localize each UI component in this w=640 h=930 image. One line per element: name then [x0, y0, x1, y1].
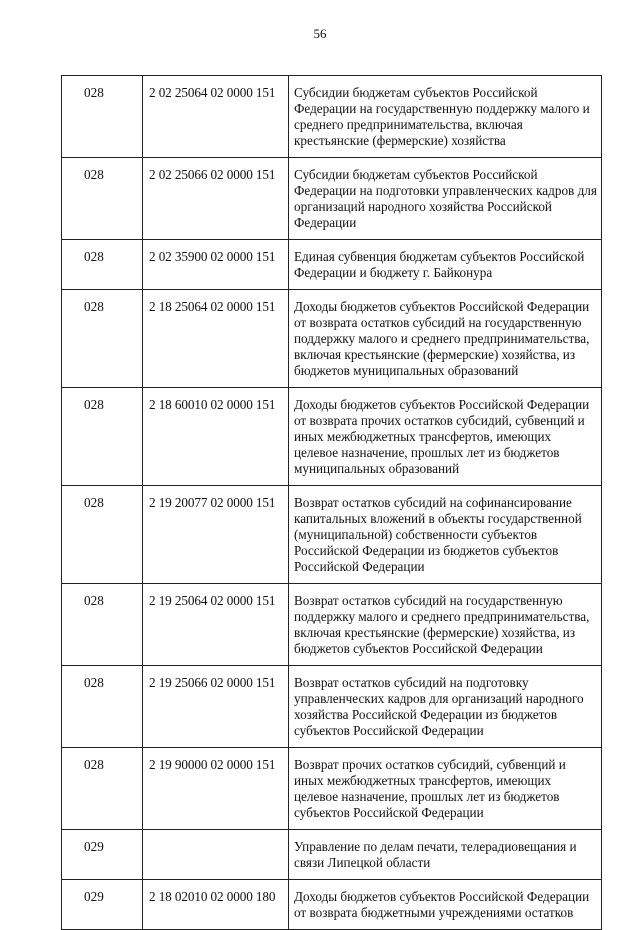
table-row: [62, 666, 602, 748]
revenue-code-cell: 2 19 25066 02 0000 151: [143, 666, 289, 748]
revenue-code-cell: 2 02 25066 02 0000 151: [143, 158, 289, 240]
revenue-code-cell: [143, 830, 289, 880]
revenue-name-cell: Доходы бюджетов субъектов Российской Федерации от возврата остатков субсидий на государственную поддержку малого и среднего предпринимательства, включая крестьянские (фермерские) хозяйства, из бюджетов муниципальных образований: [289, 290, 602, 388]
table-row: [62, 158, 602, 240]
revenue-code-cell: 2 19 25064 02 0000 151: [143, 584, 289, 666]
admin-code-cell: 029: [62, 830, 143, 880]
revenue-code-cell: 2 02 35900 02 0000 151: [143, 240, 289, 290]
revenue-name-cell: Доходы бюджетов субъектов Российской Федерации от возврата бюджетными учреждениями остатков: [289, 880, 602, 930]
admin-code-cell: 028: [62, 290, 143, 388]
revenue-name-cell: Возврат прочих остатков субсидий, субвенций и иных межбюджетных трансфертов, имеющих целевое назначение, прошлых лет из бюджетов субъектов Российской Федерации: [289, 748, 602, 830]
admin-code-cell: 028: [62, 76, 143, 158]
revenue-name-cell: Доходы бюджетов субъектов Российской Федерации от возврата прочих остатков субсидий, субвенций и иных межбюджетных трансфертов, имеющих целевое назначение, прошлых лет из бюджетов муниципальных образований: [289, 388, 602, 486]
admin-code-cell: 028: [62, 748, 143, 830]
revenue-name-cell: Субсидии бюджетам субъектов Российской Федерации на подготовки управленческих кадров для организаций народного хозяйства Российской Федерации: [289, 158, 602, 240]
table-row: [62, 388, 602, 486]
admin-code-cell: 028: [62, 240, 143, 290]
admin-code-cell: 029: [62, 880, 143, 930]
revenue-code-cell: 2 19 20077 02 0000 151: [143, 486, 289, 584]
table-row: [62, 290, 602, 388]
revenue-code-cell: 2 18 60010 02 0000 151: [143, 388, 289, 486]
table-row: [62, 76, 602, 158]
revenue-name-cell: Управление по делам печати, телерадиовещания и связи Липецкой области: [289, 830, 602, 880]
revenue-name-cell: Возврат остатков субсидий на государственную поддержку малого и среднего предпринимательства, включая крестьянские (фермерские) хозяйства, из бюджетов субъектов Российской Федерации: [289, 584, 602, 666]
table-row: [62, 748, 602, 830]
table-row: [62, 486, 602, 584]
revenue-code-cell: 2 02 25064 02 0000 151: [143, 76, 289, 158]
revenue-name-cell: Возврат остатков субсидий на подготовку управленческих кадров для организаций народного хозяйства Российской Федерации из бюджетов субъектов Российской Федерации: [289, 666, 602, 748]
revenue-code-cell: 2 18 25064 02 0000 151: [143, 290, 289, 388]
revenue-code-cell: 2 19 90000 02 0000 151: [143, 748, 289, 830]
table-row: [62, 830, 602, 880]
admin-code-cell: 028: [62, 158, 143, 240]
admin-code-cell: 028: [62, 584, 143, 666]
revenue-name-cell: Единая субвенция бюджетам субъектов Российской Федерации и бюджету г. Байконура: [289, 240, 602, 290]
admin-code-cell: 028: [62, 388, 143, 486]
page-number: 56: [313, 26, 327, 41]
table-row: [62, 584, 602, 666]
admin-code-cell: 028: [62, 486, 143, 584]
revenue-code-cell: 2 18 02010 02 0000 180: [143, 880, 289, 930]
table-row: [62, 240, 602, 290]
revenue-name-cell: Возврат остатков субсидий на софинансирование капитальных вложений в объекты государственной (муниципальной) собственности субъектов Российской Федерации из бюджетов субъектов Российской Федерации: [289, 486, 602, 584]
budget-classification-table: [61, 75, 602, 930]
admin-code-cell: 028: [62, 666, 143, 748]
revenue-name-cell: Субсидии бюджетам субъектов Российской Федерации на государственную поддержку малого и среднего предпринимательства, включая крестьянские (фермерские) хозяйства: [289, 76, 602, 158]
